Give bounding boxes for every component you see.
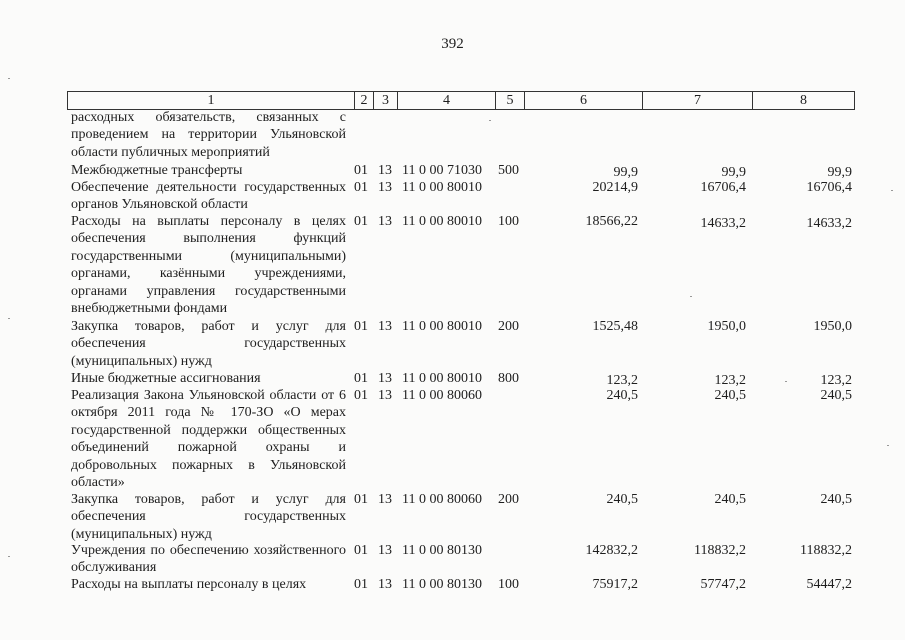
row-section: 01 bbox=[354, 163, 368, 178]
row-description: Расходы на выплаты персоналу в целях обеспечения выполнения функций государственными (муниципальными) органами, казёнными учреждениями, органами управления государственными внебюджетными фондами bbox=[71, 214, 346, 317]
row-description: Обеспечение деятельности государственных органов Ульяновской области bbox=[71, 180, 346, 213]
row-amount-2: 118832,2 bbox=[694, 543, 746, 558]
row-amount-1: 75917,2 bbox=[592, 577, 638, 592]
row-section: 01 bbox=[354, 319, 368, 334]
row-amount-3: 240,5 bbox=[820, 388, 852, 403]
header-col-7: 7 bbox=[642, 92, 752, 109]
header-col-8: 8 bbox=[752, 92, 854, 109]
header-col-1: 1 bbox=[207, 93, 215, 108]
row-amount-3: 99,9 bbox=[827, 165, 852, 180]
row-target-code: 11 0 00 80130 bbox=[402, 543, 482, 558]
row-amount-2: 1950,0 bbox=[707, 319, 746, 334]
row-subsection: 13 bbox=[378, 388, 392, 403]
row-subsection: 13 bbox=[378, 214, 392, 229]
row-subsection: 13 bbox=[378, 371, 392, 386]
scan-speck bbox=[8, 318, 10, 319]
header-col-2: 2 bbox=[354, 92, 373, 109]
row-amount-1: 99,9 bbox=[613, 165, 638, 180]
scan-speck bbox=[891, 190, 893, 191]
row-description: расходных обязательств, связанных с проведением на территории Ульяновской области публичных мероприятий bbox=[71, 110, 346, 160]
header-col-4: 4 bbox=[397, 92, 495, 109]
scan-speck bbox=[8, 556, 10, 557]
row-subsection: 13 bbox=[378, 319, 392, 334]
row-section: 01 bbox=[354, 388, 368, 403]
row-target-code: 11 0 00 71030 bbox=[402, 163, 482, 178]
row-amount-1: 240,5 bbox=[606, 492, 638, 507]
header-col-5: 5 bbox=[495, 92, 524, 109]
row-amount-3: 14633,2 bbox=[806, 216, 852, 231]
page-number: 392 bbox=[441, 36, 464, 52]
scan-speck bbox=[8, 78, 10, 79]
row-expense-type: 500 bbox=[498, 163, 519, 178]
row-expense-type: 200 bbox=[498, 492, 519, 507]
scan-speck bbox=[690, 296, 692, 297]
row-target-code: 11 0 00 80060 bbox=[402, 492, 482, 507]
table-header-row bbox=[67, 91, 855, 110]
row-amount-3: 123,2 bbox=[820, 373, 852, 388]
row-target-code: 11 0 00 80010 bbox=[402, 180, 482, 195]
row-section: 01 bbox=[354, 214, 368, 229]
row-amount-1: 240,5 bbox=[606, 388, 638, 403]
row-description: Иные бюджетные ассигнования bbox=[71, 371, 261, 386]
row-amount-2: 240,5 bbox=[714, 388, 746, 403]
row-amount-2: 123,2 bbox=[714, 373, 746, 388]
row-section: 01 bbox=[354, 543, 368, 558]
row-amount-3: 118832,2 bbox=[800, 543, 852, 558]
row-amount-1: 20214,9 bbox=[592, 180, 638, 195]
row-amount-2: 14633,2 bbox=[700, 216, 746, 231]
header-col-6: 6 bbox=[524, 92, 642, 109]
row-amount-3: 240,5 bbox=[820, 492, 852, 507]
row-amount-1: 1525,48 bbox=[592, 319, 638, 334]
row-description: Закупка товаров, работ и услуг для обеспечения государственных (муниципальных) нужд bbox=[71, 319, 346, 369]
row-subsection: 13 bbox=[378, 163, 392, 178]
row-amount-2: 99,9 bbox=[721, 165, 746, 180]
row-amount-2: 57747,2 bbox=[700, 577, 746, 592]
row-subsection: 13 bbox=[378, 577, 392, 592]
row-subsection: 13 bbox=[378, 492, 392, 507]
row-amount-3: 54447,2 bbox=[806, 577, 852, 592]
row-description: Реализация Закона Ульяновской области от 6 октября 2011 года № 170-ЗО «О мерах государственной поддержки общественных объединений пожарной охраны и добровольных пожарных в Ульяновской области» bbox=[71, 388, 346, 491]
row-target-code: 11 0 00 80010 bbox=[402, 319, 482, 334]
row-subsection: 13 bbox=[378, 543, 392, 558]
row-amount-3: 1950,0 bbox=[813, 319, 852, 334]
row-description: Межбюджетные трансферты bbox=[71, 163, 243, 178]
row-target-code: 11 0 00 80010 bbox=[402, 371, 482, 386]
row-description: Учреждения по обеспечению хозяйственного обслуживания bbox=[71, 543, 346, 576]
row-target-code: 11 0 00 80010 bbox=[402, 214, 482, 229]
row-amount-1: 18566,22 bbox=[585, 214, 638, 229]
row-target-code: 11 0 00 80130 bbox=[402, 577, 482, 592]
scan-speck bbox=[489, 120, 491, 121]
row-amount-1: 123,2 bbox=[606, 373, 638, 388]
scan-speck bbox=[887, 445, 889, 446]
scan-speck bbox=[785, 381, 787, 382]
row-amount-2: 240,5 bbox=[714, 492, 746, 507]
row-amount-3: 16706,4 bbox=[806, 180, 852, 195]
row-description: Закупка товаров, работ и услуг для обеспечения государственных (муниципальных) нужд bbox=[71, 492, 346, 542]
row-amount-2: 16706,4 bbox=[700, 180, 746, 195]
row-expense-type: 100 bbox=[498, 214, 519, 229]
row-section: 01 bbox=[354, 371, 368, 386]
row-amount-1: 142832,2 bbox=[585, 543, 638, 558]
row-section: 01 bbox=[354, 577, 368, 592]
row-subsection: 13 bbox=[378, 180, 392, 195]
row-expense-type: 800 bbox=[498, 371, 519, 386]
row-expense-type: 100 bbox=[498, 577, 519, 592]
row-description: Расходы на выплаты персоналу в целях bbox=[71, 577, 307, 592]
header-col-3: 3 bbox=[373, 92, 397, 109]
row-section: 01 bbox=[354, 492, 368, 507]
row-expense-type: 200 bbox=[498, 319, 519, 334]
row-target-code: 11 0 00 80060 bbox=[402, 388, 482, 403]
row-section: 01 bbox=[354, 180, 368, 195]
